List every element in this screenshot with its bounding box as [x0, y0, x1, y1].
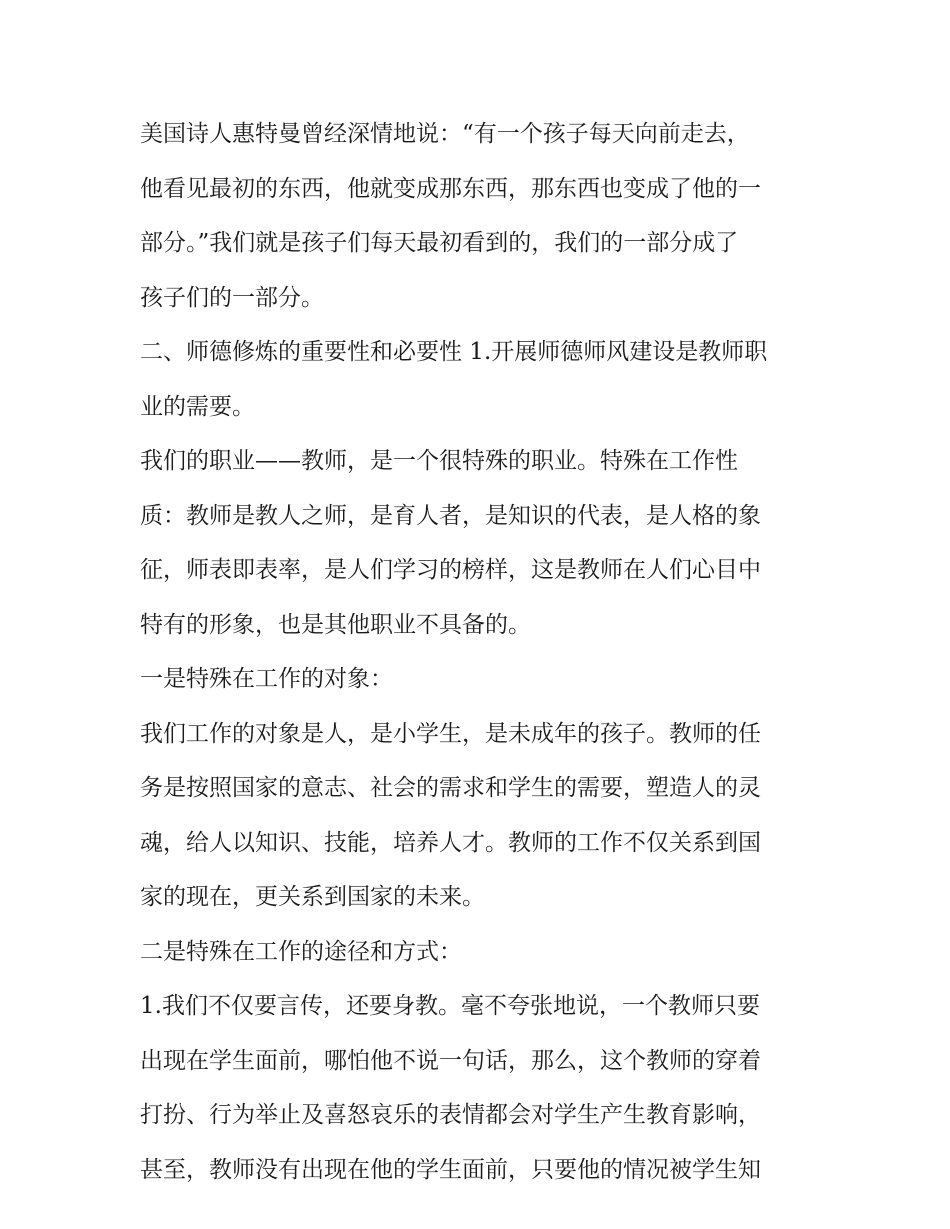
text-line: 部分。”我们就是孩子们每天最初看到的，我们的一部分成了	[140, 230, 739, 256]
text-line: 家的现在，更关系到国家的未来。	[140, 884, 485, 910]
text-line: 1.我们不仅要言传，还要身教。毫不夸张地说，一个教师只要	[140, 993, 760, 1019]
text-line: 征，师表即表率，是人们学习的榜样，这是教师在人们心目中	[140, 557, 761, 583]
text-line: 我们的职业——教师，是一个很特殊的职业。特殊在工作性	[140, 448, 738, 474]
section-heading-line: 业的需要。	[140, 393, 255, 420]
subheading-line: 一是特殊在工作的对象：	[140, 666, 393, 692]
section-heading-line: 二、师德修炼的重要性和必要性 1.开展师德师风建设是教师职	[140, 339, 768, 365]
text-line: 务是按照国家的意志、社会的需求和学生的需要，塑造人的灵	[140, 775, 761, 801]
subheading-line: 二是特殊在工作的途径和方式：	[140, 938, 462, 965]
document-body	[140, 107, 820, 1197]
text-line: 他看见最初的东西，他就变成那东西，那东西也变成了他的一	[140, 175, 761, 202]
text-line: 美国诗人惠特曼曾经深情地说：“有一个孩子每天向前走去，	[140, 121, 750, 147]
text-line: 出现在学生面前，哪怕他不说一句话，那么，这个教师的穿着	[140, 1047, 761, 1074]
text-line: 孩子们的一部分。	[140, 284, 324, 311]
text-line: 甚至，教师没有出现在他的学生面前，只要他的情况被学生知	[140, 1156, 761, 1183]
text-line: 打扮、行为举止及喜怒哀乐的表情都会对学生产生教育影响，	[140, 1102, 761, 1128]
text-line: 质：教师是教人之师，是育人者，是知识的代表，是人格的象	[140, 502, 761, 529]
text-line: 魂，给人以知识、技能，培养人才。教师的工作不仅关系到国	[140, 829, 761, 856]
text-line: 特有的形象，也是其他职业不具备的。	[140, 611, 531, 638]
text-line: 我们工作的对象是人，是小学生，是未成年的孩子。教师的任	[140, 720, 761, 747]
